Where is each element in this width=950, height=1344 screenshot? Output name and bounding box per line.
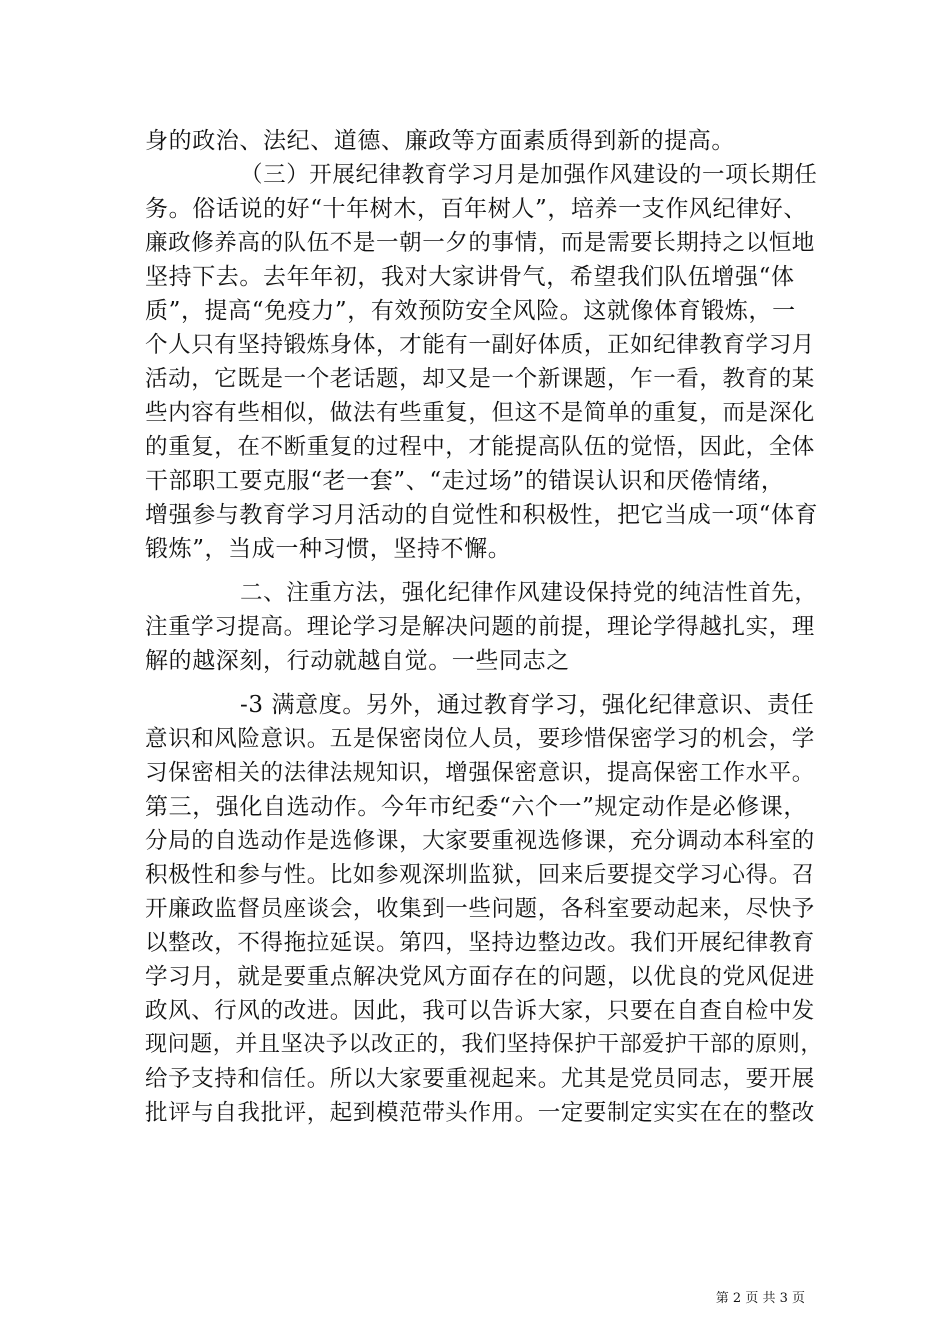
text-line: 二、注重方法，强化纪律作风建设保持党的纯洁性首先， [240,580,818,606]
text-line: 增强参与教育学习月活动的自觉性和积极性，把它当成一项“体育 [145,502,819,528]
text-line: 给予支持和信任。所以大家要重视起来。尤其是党员同志，要开展 [145,1066,815,1092]
text-line: 意识和风险意识。五是保密岗位人员，要珍惜保密学习的机会，学 [145,726,815,752]
text-line: 廉政修养高的队伍不是一朝一夕的事情，而是需要长期持之以恒地 [145,230,815,256]
text-line: 以整改，不得拖拉延误。第四，坚持边整边改。我们开展纪律教育 [145,930,815,956]
text-line: 习保密相关的法律法规知识，增强保密意识，提高保密工作水平。 [145,760,815,786]
text-line: 开廉政监督员座谈会，收集到一些问题，各科室要动起来，尽快予 [145,896,815,922]
text-line: 干部职工要克服“老一套”、“走过场”的错误认识和厌倦情绪， [145,468,785,494]
text-line: 现问题，并且坚决予以改正的，我们坚持保护干部爱护干部的原则， [145,1032,824,1057]
text-line: 分局的自选动作是选修课，大家要重视选修课，充分调动本科室的 [145,828,815,854]
text-line: 批评与自我批评，起到模范带头作用。一定要制定实实在在的整改 [145,1100,815,1126]
text-line: 活动，它既是一个老话题，却又是一个新课题，乍一看，教育的某 [145,366,815,392]
text-line: -3 满意度。另外，通过教育学习，强化纪律意识、责任 [240,692,815,718]
text-line: 身的政治、法纪、道德、廉政等方面素质得到新的提高。 [145,128,735,154]
text-line: 学习月，就是要重点解决党风方面存在的问题，以优良的党风促进 [145,964,815,990]
text-line: 政风、行风的改进。因此，我可以告诉大家，只要在自查自检中发 [145,998,815,1024]
text-line: 质”，提高“免疫力”，有效预防安全风险。这就像体育锻炼，一 [145,298,796,324]
text-line: （三）开展纪律教育学习月是加强作风建设的一项长期任 [240,162,818,188]
text-line: 坚持下去。去年年初，我对大家讲骨气，希望我们队伍增强“体 [145,264,795,290]
text-line: 务。俗话说的好“十年树木，百年树人”，培养一支作风纪律好、 [145,196,807,222]
page-number: 第 2 页 共 3 页 [715,1291,805,1306]
text-line: 积极性和参与性。比如参观深圳监狱，回来后要提交学习心得。召 [145,862,815,888]
text-line: 些内容有些相似，做法有些重复，但这不是简单的重复，而是深化 [145,400,815,426]
text-line: 锻炼”，当成一种习惯，坚持不懈。 [145,536,512,562]
text-line: 的重复，在不断重复的过程中，才能提高队伍的觉悟，因此，全体 [145,434,815,460]
text-line: 注重学习提高。理论学习是解决问题的前提，理论学得越扎实，理 [145,614,815,640]
text-line: 解的越深刻，行动就越自觉。一些同志之 [145,648,570,674]
text-line: 第三，强化自选动作。今年市纪委“六个一”规定动作是必修课， [145,794,807,820]
text-line: 个人只有坚持锻炼身体，才能有一副好体质，正如纪律教育学习月 [145,332,815,358]
